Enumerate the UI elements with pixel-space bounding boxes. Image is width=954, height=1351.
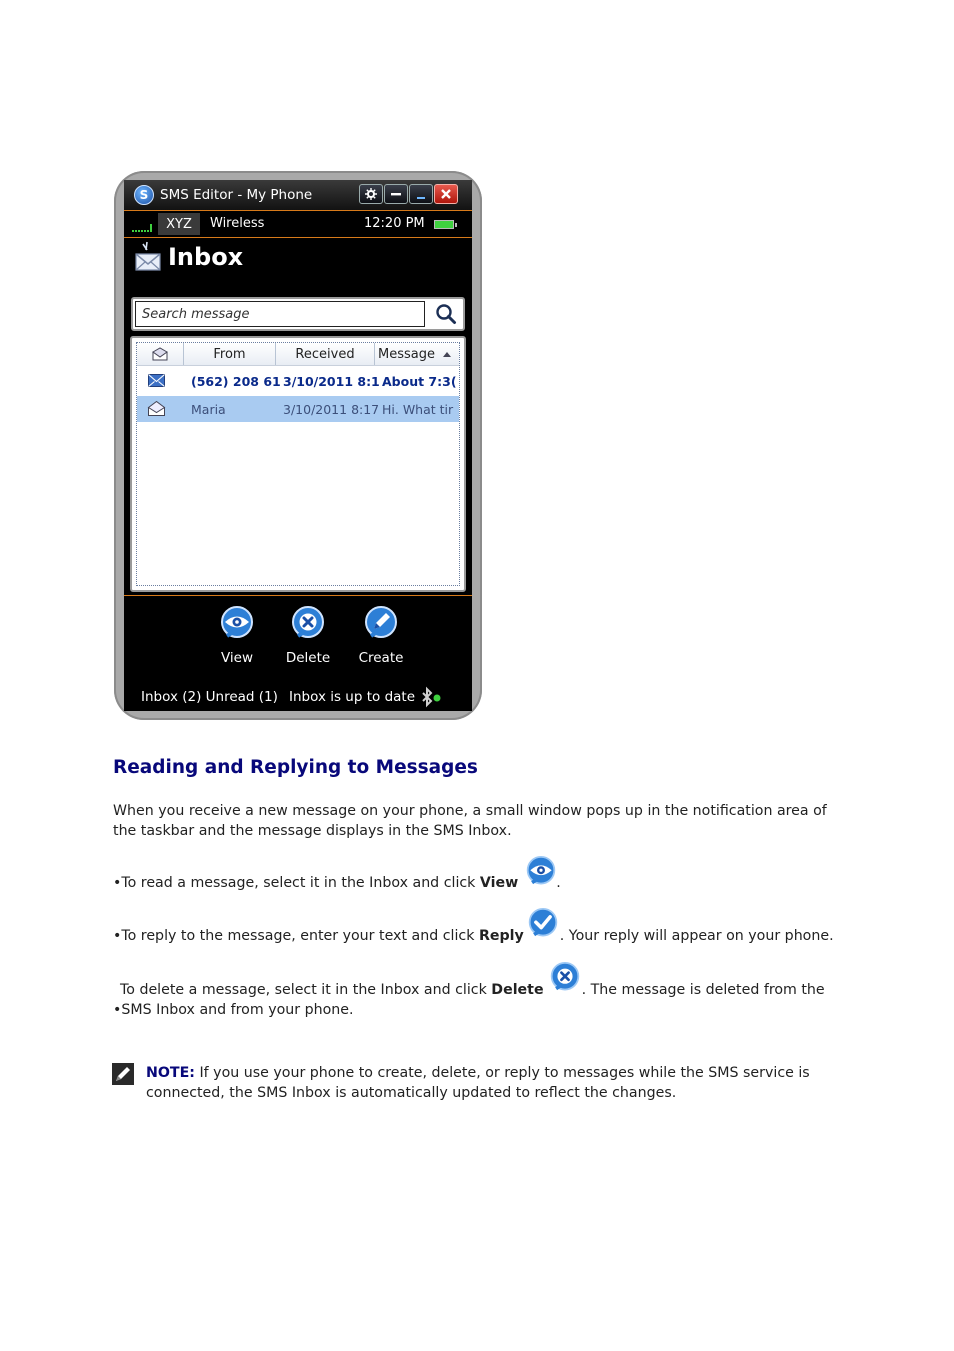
message-list-inner (136, 342, 460, 586)
inbox-envelope-icon (134, 242, 162, 272)
phone-screenshot (114, 171, 482, 720)
delete-x-icon (290, 606, 326, 642)
read-text: •To read a message, select it in the Inbox and click (113, 875, 480, 891)
delete-instruction (113, 980, 853, 1020)
delete-button[interactable] (278, 606, 338, 666)
column-message[interactable] (375, 343, 459, 365)
bluetooth-connected-icon (420, 688, 442, 706)
column-status[interactable] (137, 343, 184, 365)
search-button[interactable] (431, 300, 461, 328)
network-name: Wireless (210, 216, 265, 231)
sync-status: Inbox is up to date (289, 689, 416, 705)
column-message-label: Message (378, 346, 435, 362)
unread-envelope-icon (148, 374, 165, 387)
phone-footer (124, 684, 472, 711)
inbox-header (134, 242, 243, 272)
search-box (131, 297, 465, 331)
close-icon[interactable] (434, 184, 458, 204)
view-button[interactable] (207, 606, 267, 666)
note-pencil-icon (112, 1063, 134, 1085)
app-logo-icon: S (134, 185, 154, 205)
app-title: SMS Editor - My Phone (160, 187, 313, 203)
restore-icon[interactable] (409, 184, 433, 204)
delete-x-icon (549, 962, 581, 994)
column-from[interactable]: From (184, 343, 276, 365)
read-bold: View (479, 875, 519, 891)
list-column-header (137, 343, 459, 366)
search-icon (435, 303, 457, 325)
row-message: About 7:3( (382, 373, 457, 389)
delete-suffix: . The message is deleted from the (581, 982, 825, 998)
message-row-unread[interactable] (137, 368, 459, 394)
create-button[interactable] (351, 606, 411, 666)
search-input[interactable] (135, 301, 425, 327)
phone-screen (124, 180, 472, 711)
delete-label: Delete (285, 650, 331, 666)
read-suffix: . (556, 875, 561, 891)
app-titlebar (124, 180, 472, 211)
note-label: NOTE: (146, 1065, 195, 1081)
phone-clock: 12:20 PM (364, 216, 425, 231)
message-row-selected[interactable] (137, 396, 459, 422)
view-label: View (220, 650, 254, 666)
sort-ascending-icon (443, 351, 451, 357)
minimize-icon[interactable] (384, 184, 408, 204)
row-from: Maria (191, 401, 226, 417)
phone-statusbar (124, 211, 472, 238)
row-received: 3/10/2011 8:1 (283, 373, 380, 389)
reply-suffix: . Your reply will appear on your phone. (559, 928, 834, 944)
column-received[interactable]: Received (276, 343, 375, 365)
read-instruction (113, 873, 853, 893)
note-text: If you use your phone to create, delete, or reply to messages while the SMS service is connected, the SMS Inbox is automatically updated to reflect the changes. (146, 1065, 810, 1101)
section-heading: Reading and Replying to Messages (113, 757, 478, 778)
inbox-title: Inbox (168, 243, 244, 271)
carrier-name: XYZ (158, 213, 200, 235)
note-paragraph (146, 1063, 846, 1103)
inbox-counts: Inbox (2) Unread (1) (141, 689, 278, 705)
create-label: Create (358, 650, 404, 666)
reply-text: •To reply to the message, enter your text and click (113, 928, 479, 944)
envelope-column-icon (152, 347, 168, 361)
row-message: Hi. What tir (382, 401, 454, 417)
delete-line2: •SMS Inbox and from your phone. (113, 1002, 354, 1018)
message-list (130, 336, 466, 592)
delete-bold: Delete (491, 982, 544, 998)
action-toolbar (124, 595, 472, 685)
signal-icon (132, 224, 152, 232)
reply-bold: Reply (478, 928, 524, 944)
row-from: (562) 208 61 (191, 373, 281, 389)
settings-icon[interactable] (359, 184, 383, 204)
row-received: 3/10/2011 8:17 (283, 401, 380, 417)
delete-text: To delete a message, select it in the Inbox and click (120, 982, 492, 998)
view-eye-icon (219, 606, 255, 642)
intro-paragraph: When you receive a new message on your phone, a small window pops up in the notification area of the taskbar and the message displays in the SMS Inbox. (113, 803, 827, 839)
create-pencil-icon (363, 606, 399, 642)
read-envelope-icon (148, 401, 165, 416)
reply-instruction (113, 926, 853, 946)
window-controls (359, 184, 458, 204)
reply-checkmark-icon (527, 908, 559, 940)
battery-icon (434, 220, 454, 229)
view-eye-icon (525, 856, 557, 888)
